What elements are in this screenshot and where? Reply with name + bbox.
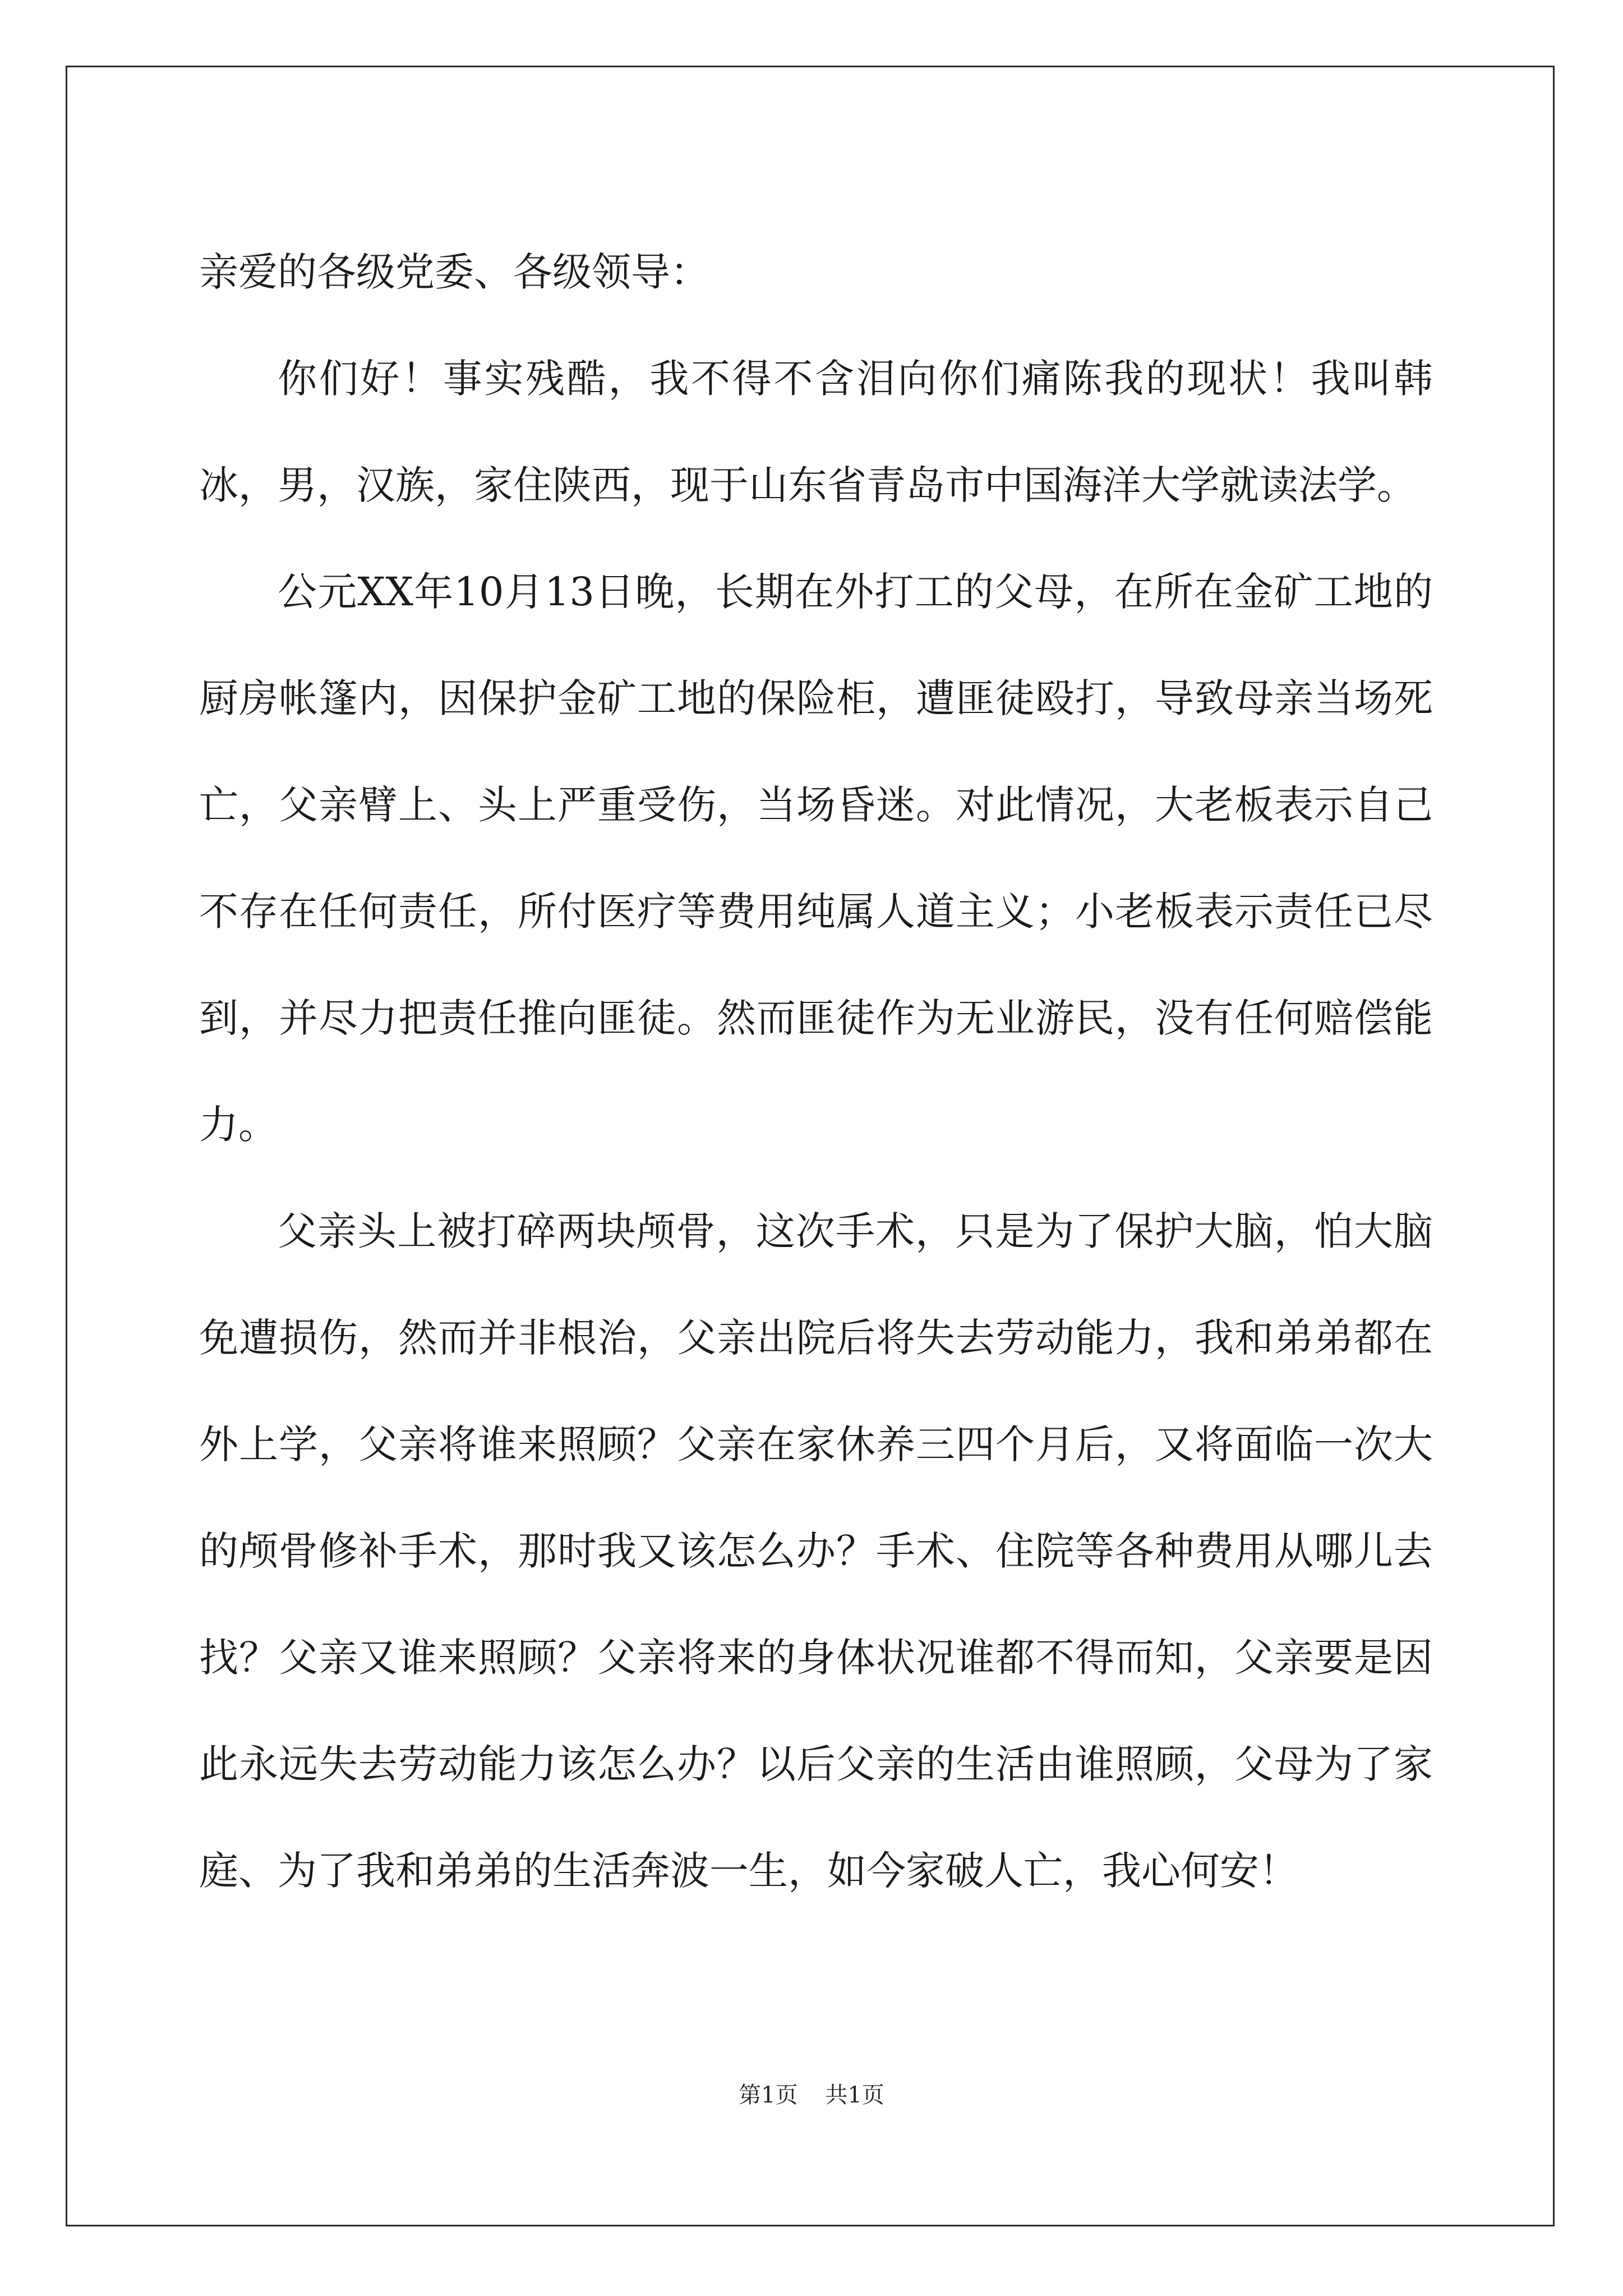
page-footer — [0, 2078, 1623, 2112]
page-total: 共1页 — [825, 2082, 884, 2108]
salutation: 亲爱的各级党委、各级领导： — [199, 249, 709, 295]
page-number: 第1页 — [739, 2082, 798, 2108]
paragraph-greeting: 你们好！事实残酷，我不得不含泪向你们痛陈我的现状！我叫韩冰，男，汉族，家住陕西，现于山东省青岛市中国海洋大学就读法学。 — [199, 356, 1433, 508]
letter-body — [199, 219, 1433, 1924]
paragraph-father-condition: 父亲头上被打碎两块颅骨，这次手术，只是为了保护大脑，怕大脑免遭损伤，然而并非根治，父亲出院后将失去劳动能力，我和弟弟都在外上学，父亲将谁来照顾？父亲在家休养三四个月后，又将面临一次大的颅骨修补手术，那时我又该怎么办？手术、住院等各种费用从哪儿去找？父亲又谁来照顾？父亲将来的身体状况谁都不得而知，父亲要是因此永远失去劳动能力该怎么办？以后父亲的生活由谁照顾，父母为了家庭、为了我和弟弟的生活奔波一生，如今家破人亡，我心何安！ — [199, 1208, 1433, 1894]
paragraph-incident: 公元XX年10月13日晚，长期在外打工的父母，在所在金矿工地的厨房帐篷内，因保护金矿工地的保险柜，遭匪徒殴打，导致母亲当场死亡，父亲臂上、头上严重受伤，当场昏迷。对此情况，大老板表示自己不存在任何责任，所付医疗等费用纯属人道主义；小老板表示责任已尽到，并尽力把责任推向匪徒。然而匪徒作为无业游民，没有任何赔偿能力。 — [199, 569, 1433, 1148]
